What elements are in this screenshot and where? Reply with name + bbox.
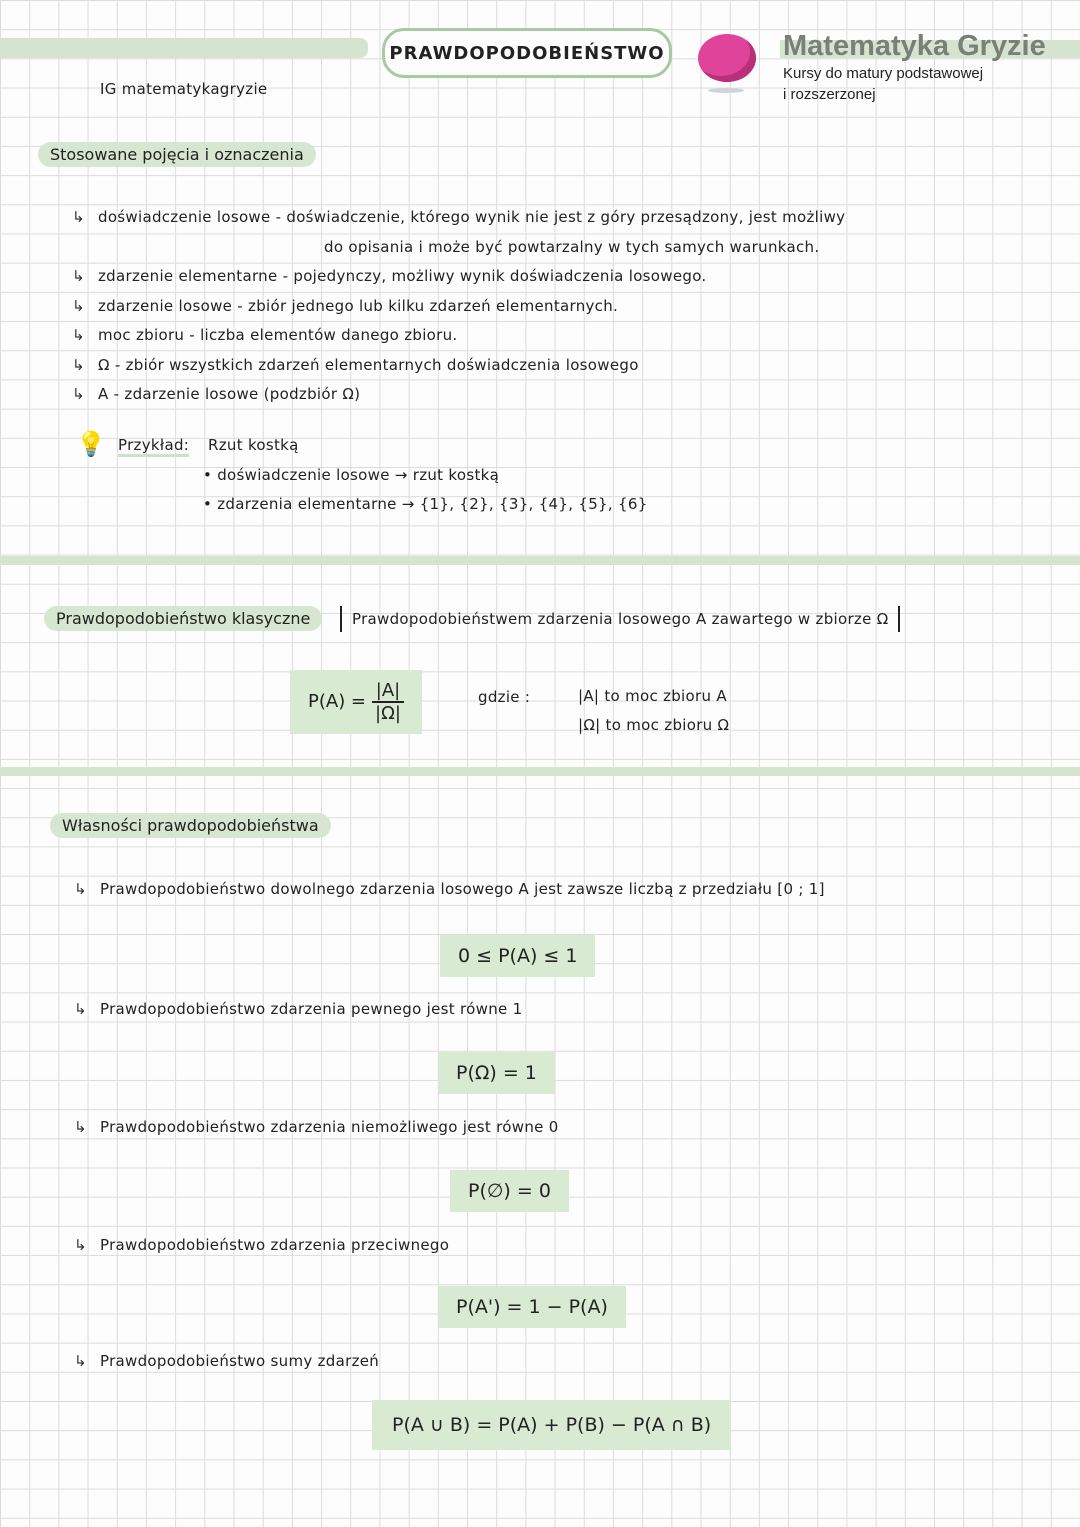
hook-arrow-icon: ↳ xyxy=(74,1352,87,1370)
hook-arrow-icon: ↳ xyxy=(72,355,85,374)
hook-arrow-icon: ↳ xyxy=(72,326,85,344)
hook-arrow-icon: ↳ xyxy=(72,208,85,226)
definition-list xyxy=(72,203,845,410)
fraction: $\frac{|A|}{|\Omega|}$ xyxy=(372,680,404,724)
definition-item: ↳ zdarzenie elementarne - pojedynczy, możliwy wynik doświadczenia losowego. xyxy=(72,262,845,292)
property-formula: 0 ≤ P(A) ≤ 1 xyxy=(440,935,595,977)
definition-item: ↳ A - zdarzenie losowe (podzbiór Ω) xyxy=(72,380,845,410)
hook-arrow-icon: ↳ xyxy=(72,267,85,285)
divider-band xyxy=(0,767,1080,776)
hook-arrow-icon: ↳ xyxy=(74,1000,87,1018)
hook-arrow-icon: ↳ xyxy=(74,880,87,898)
property-formula: P(Ω) = 1 xyxy=(438,1052,555,1094)
section-heading-classical: Prawdopodobieństwo klasyczne xyxy=(44,606,322,631)
hook-arrow-icon: ↳ xyxy=(72,385,85,403)
definition-item: ↳ Ω - zbiór wszystkich zdarzeń elementarnych doświadczenia losowego xyxy=(72,351,845,381)
brand-subtitle-1: Kursy do matury podstawowej xyxy=(783,65,984,82)
hook-arrow-icon: ↳ xyxy=(74,1118,87,1136)
property-text: ↳ Prawdopodobieństwo zdarzenia przeciwnego xyxy=(74,1236,450,1254)
example-item: • zdarzenia elementarne → {1}, {2}, {3}, {4}, {5}, {6} xyxy=(203,495,648,513)
definition-item: ↳ moc zbioru - liczba elementów danego zbioru. xyxy=(72,321,845,351)
property-text: ↳ Prawdopodobieństwo sumy zdarzeń xyxy=(74,1352,380,1370)
property-formula: P(A ∪ B) = P(A) + P(B) − P(A ∩ B) xyxy=(372,1400,731,1450)
logo-shadow xyxy=(708,88,744,93)
where-label: gdzie : xyxy=(478,688,531,706)
property-text: ↳ Prawdopodobieństwo zdarzenia pewnego jest równe 1 xyxy=(74,1000,523,1018)
header-band xyxy=(0,38,368,58)
brand-subtitle-2: i rozszerzonej xyxy=(783,86,876,103)
brand-block xyxy=(783,30,1046,105)
definition-item-continued: do opisania i może być powtarzalny w tych samych warunkach. xyxy=(324,237,820,256)
hook-arrow-icon: ↳ xyxy=(74,1236,87,1254)
property-text: ↳ Prawdopodobieństwo dowolnego zdarzenia losowego A jest zawsze liczbą z przedziału [0 ; 1] xyxy=(74,880,825,898)
classical-formula: P(A) = $\frac{|A|}{|\Omega|}$ xyxy=(290,670,422,734)
section-heading-properties: Własności prawdopodobieństwa xyxy=(50,813,331,838)
property-text: ↳ Prawdopodobieństwo zdarzenia niemożliwego jest równe 0 xyxy=(74,1118,559,1136)
example-title: Rzut kostką xyxy=(208,436,299,454)
where-line: |Ω| to moc zbioru Ω xyxy=(578,716,730,734)
where-line: |A| to moc zbioru A xyxy=(578,687,727,705)
brand-name: Matematyka Gryzie xyxy=(783,30,1046,62)
brain-icon xyxy=(698,34,756,82)
bracket-note: Prawdopodobieństwem zdarzenia losowego A zawartego w zbiorze Ω xyxy=(340,606,900,632)
section-heading-concepts: Stosowane pojęcia i oznaczenia xyxy=(38,142,316,167)
definition-item: ↳ doświadczenie losowe - doświadczenie, którego wynik nie jest z góry przesądzony, jest możliwy xyxy=(72,203,845,233)
lightbulb-icon: 💡 xyxy=(76,430,106,458)
definition-item: ↳ zdarzenie losowe - zbiór jednego lub kilku zdarzeń elementarnych. xyxy=(72,292,845,322)
property-formula: P(A') = 1 − P(A) xyxy=(438,1286,626,1328)
divider-band xyxy=(0,556,1080,565)
property-formula: P(∅) = 0 xyxy=(450,1170,569,1212)
example-label: Przykład: xyxy=(118,436,189,457)
example-item: • doświadczenie losowe → rzut kostką xyxy=(203,466,500,484)
page-title: PRAWDOPODOBIEŃSTWO xyxy=(382,28,672,78)
hook-arrow-icon: ↳ xyxy=(72,296,85,315)
instagram-handle: IG matematykagryzie xyxy=(100,80,268,98)
